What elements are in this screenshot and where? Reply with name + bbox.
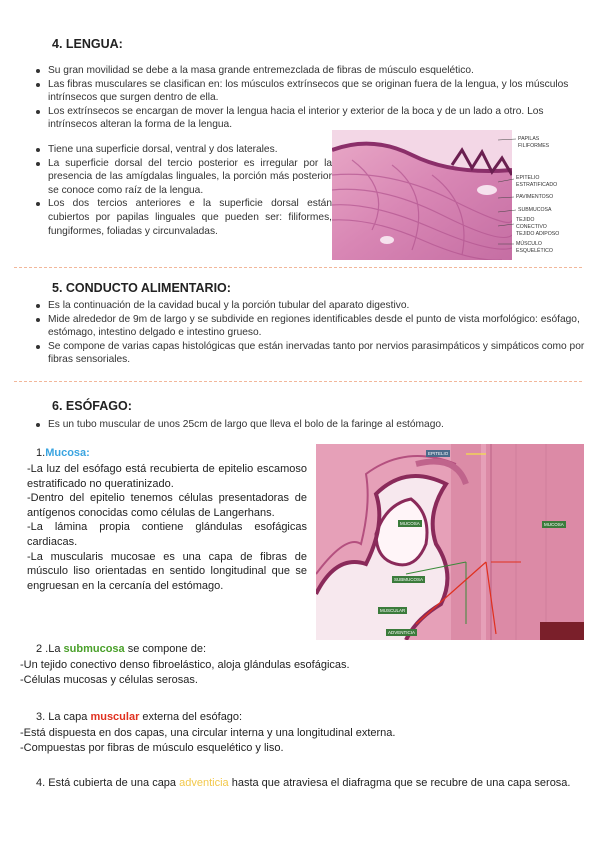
adventicia-prefix: 4. Está cubierta de una capa [36,777,180,789]
list-item: Mide alrededor de 9m de largo y se subdivide en regiones identificables desde el punto de vista morfológico: esófago, estómago, intestino delgado e intestino grueso. [20,313,590,340]
figure-label: CONECTIVO [516,224,547,230]
list-item: Los extrínsecos se encargan de mover la lengua hacia el interior y exterior de la boca y de un lado a otro. Los intrínsecos alteran la forma de la lengua. [20,105,590,132]
mucosa-text [27,462,307,593]
muscular-line: -Está dispuesta en dos capas, una circular interna y una longitudinal externa. [20,727,396,739]
muscular-suffix: externa del esófago: [139,711,243,723]
list-item: Tiene una superficie dorsal, ventral y dos laterales. [20,143,332,157]
adventicia-paragraph [20,776,590,791]
section-divider [14,267,582,268]
list-item: Las fibras musculares se clasifican en: los músculos extrínsecos que se originan fuera de la lengua, y los músculos intrínsecos que surgen dentro de ella. [20,78,590,105]
section-4-list-bottom [20,143,332,238]
submucosa-line: -Un tejido conectivo denso fibroelástico, aloja glándulas esofágicas. [20,659,350,671]
section-5-title: 5. CONDUCTO ALIMENTARIO: [52,281,231,295]
mucosa-line: -Dentro del epitelio tenemos células presentadoras de antígenos conocidas como células de Langerhans. [27,492,307,519]
section-divider [14,381,582,382]
submucosa-line: -Células mucosas y células serosas. [20,673,198,686]
section-6-title: 6. ESÓFAGO: [52,399,132,413]
figure-label: TEJIDO ADIPOSO [516,231,560,237]
adventicia-suffix: hasta que atraviesa el diafragma que se recubre de una capa serosa. [228,777,571,789]
section-4-title: 4. LENGUA: [52,37,123,51]
list-item: Es un tubo muscular de unos 25cm de largo que lleva el bolo de la faringe al estómago. [20,418,590,432]
figure-label: EPITELIO [516,175,540,181]
adventicia-keyword: adventicia [179,777,229,789]
esophagus-histology-image [316,444,584,640]
figure-tag: ADVENTICIA [388,630,416,635]
figure-label: SUBMUCOSA [518,207,552,213]
figure-tag: MUSCULAR [380,608,406,613]
figure-tag: MUCOSA [400,521,420,526]
figure-tag: SUBMUCOSA [394,577,424,582]
label-leader-lines [498,130,518,260]
mucosa-line: -La luz del esófago está recubierta de epitelio escamoso estratificado no queratinizado. [27,463,307,490]
muscular-text [20,726,590,755]
list-item: Es la continuación de la cavidad bucal y la porción tubular del aparato digestivo. [20,299,590,313]
tongue-figure-labels [512,130,584,260]
submucosa-text [20,658,590,687]
mucosa-number: 1. [36,447,46,459]
submucosa-suffix: se compone de: [124,643,207,655]
submucosa-keyword: submucosa [63,643,125,655]
section-5-list [20,299,590,367]
figure-tag: EPITELIO [428,451,449,456]
figure-label: MÚSCULO [516,241,542,247]
figure-label: PAVIMENTOSO [516,194,554,200]
muscular-heading [36,710,242,725]
mucosa-keyword: Mucosa: [45,447,90,459]
figure-tag: MUCOSA [544,522,564,527]
list-item: Su gran movilidad se debe a la masa grande entremezclada de fibras de músculo esquelético. [20,64,590,78]
figure-label: ESQUELÉTICO [516,248,553,254]
list-item: Los dos tercios anteriores e la superficie dorsal están cubiertos por papilas linguales que pueden ser: filiformes, fungiformes, foliadas y circunvaladas. [20,197,332,238]
section-6-list [20,418,590,432]
figure-label: ESTRATIFICADO [516,182,558,188]
figure-label: PAPILAS [518,136,540,142]
muscular-line: -Compuestas por fibras de músculo esquelético y liso. [20,741,284,754]
tongue-histology-image [332,130,512,260]
figure-label: FILIFORMES [518,143,550,149]
list-item: Se compone de varias capas histológicas que están inervadas tanto por nervios parasimpáticos y simpáticos como por fibras sensoriales. [20,340,590,367]
mucosa-line: -La lámina propia contiene glándulas esofágicas cardiacas. [27,521,307,548]
submucosa-heading [36,642,206,657]
submucosa-prefix: 2 .La [36,643,64,655]
muscular-keyword: muscular [90,711,140,723]
section-4-list-top [20,64,590,132]
mucosa-heading [36,446,90,461]
figure-label: TEJIDO [516,217,535,223]
list-item: La superficie dorsal del tercio posterior es irregular por la presencia de las amígdalas linguales, la porción más posterior se conoce como raíz de la lengua. [20,157,332,198]
mucosa-line: -La muscularis mucosae es una capa de fibras de músculo liso orientadas en sentido longitudinal que se engruesan en la cercanía del estómago. [27,550,307,592]
muscular-prefix: 3. La capa [36,711,91,723]
